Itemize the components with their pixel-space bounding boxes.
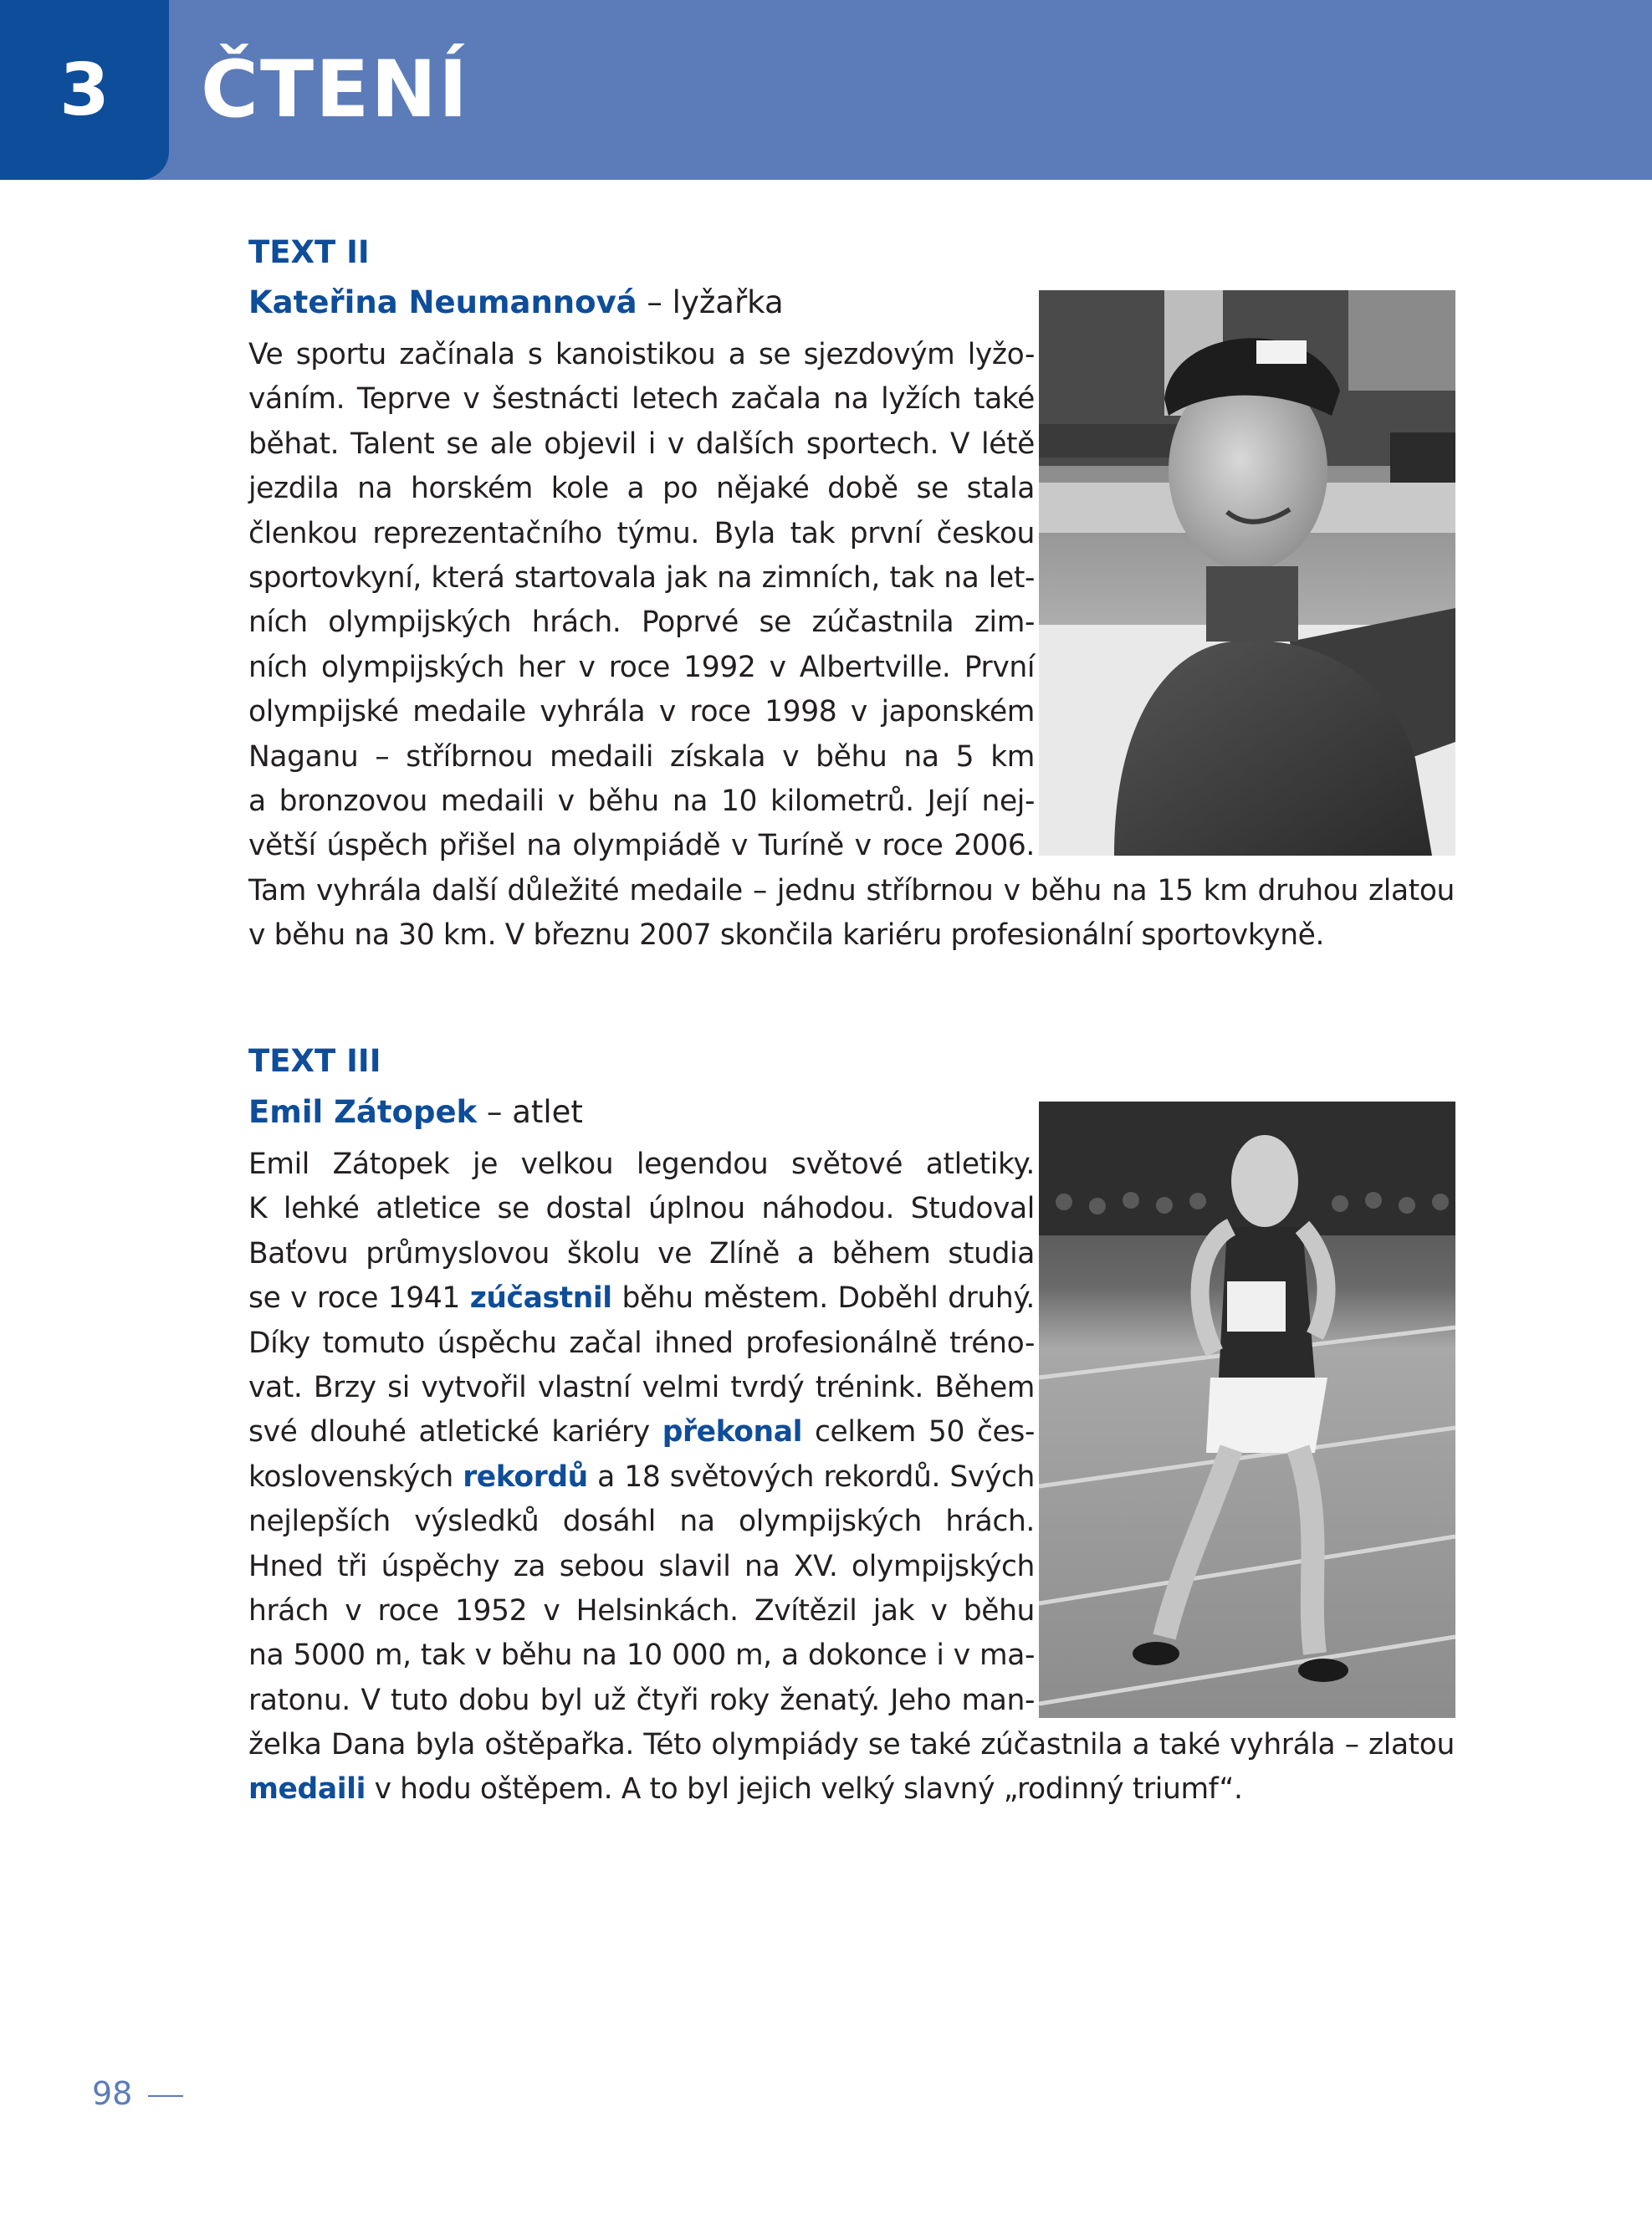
text-line: váním. Teprve v šestnácti letech začala na lyžích také	[248, 382, 1035, 417]
text3-label: TEXT III	[248, 1043, 381, 1079]
text-run: celkem 50 čes-	[802, 1415, 1035, 1449]
text-line: sportovkyní, která startovala jak na zimních, tak na let-	[248, 561, 1035, 596]
text-run: Baťovu průmyslovou školu ve Zlíně a během studia	[248, 1236, 1035, 1270]
text2-paragraph-continued	[248, 869, 1455, 959]
text-line	[248, 1322, 1035, 1366]
text-line	[248, 1767, 1455, 1812]
text-run: Emil Zátopek je velkou legendou světové atletiky.	[248, 1148, 1035, 1181]
text3-name: Emil Zátopek	[248, 1094, 478, 1130]
text-run: a 18 světových rekordů. Svých	[587, 1460, 1035, 1494]
text2-label: TEXT II	[248, 234, 370, 270]
text-run: běhu městem. Doběhl druhý.	[611, 1281, 1035, 1316]
text-line: a bronzovou medaili v běhu na 10 kilometrů. Její nej-	[248, 785, 1035, 819]
text-run: hrách v roce 1952 v Helsinkách. Zvítězil jak v běhu	[248, 1594, 1035, 1628]
text-line	[248, 1410, 1035, 1455]
text3-paragraph	[248, 1143, 1035, 1723]
text2-role: – lyžařka	[637, 284, 784, 320]
text2-heading	[248, 284, 784, 320]
chapter-header	[0, 0, 1652, 180]
text3-role: – atlet	[477, 1094, 583, 1130]
chapter-number: 3	[0, 0, 169, 180]
text-line: ních olympijských hrách. Poprvé se zúčastnila zim-	[248, 606, 1035, 640]
text-line: Naganu – stříbrnou medaili získala v běhu na 5 km	[248, 739, 1035, 774]
text-line: v běhu na 30 km. V březnu 2007 skončila kariéru profesionální sportovkyně.	[248, 918, 1325, 953]
text-run: v hodu oštěpem. A to byl jejich velký slavný „rodinný triumf“.	[366, 1772, 1243, 1807]
text-run: ratonu. V tuto dobu byl už čtyři roky ženatý. Jeho man-	[248, 1683, 1035, 1717]
folio-rule	[148, 2095, 183, 2097]
text-run: želka Dana byla oštěpařka. Této olympiády se také zúčastnila a také vyhrála – zlatou	[248, 1728, 1455, 1761]
text-line	[248, 1500, 1035, 1544]
text-line: olympijské medaile vyhrála v roce 1998 v japonském	[248, 695, 1035, 729]
text-line	[248, 1723, 1455, 1767]
text-line	[248, 1633, 1035, 1678]
text-line	[248, 1545, 1035, 1589]
text-line	[248, 1143, 1035, 1187]
text-line: Tam vyhrála další důležité medaile – jednu stříbrnou v běhu na 15 km druhou zlatou	[248, 874, 1455, 907]
text-line: jezdila na horském kole a po nějaké době se stala	[248, 472, 1035, 506]
text-line: ních olympijských her v roce 1992 v Albertville. První	[248, 650, 1035, 684]
text-line	[248, 1187, 1035, 1231]
text-run: K lehké atletice se dostal úplnou náhodou. Studoval	[248, 1192, 1035, 1226]
text-line	[248, 1232, 1035, 1276]
text-run: vat. Brzy si vytvořil vlastní velmi tvrdý trénink. Během	[248, 1371, 1035, 1405]
text2-paragraph	[248, 333, 1035, 869]
text-run: se v roce 1941	[248, 1281, 470, 1316]
text-line: členkou reprezentačního týmu. Byla tak první českou	[248, 516, 1035, 550]
text-line	[248, 1679, 1035, 1723]
text-line: Ve sportu začínala s kanoistikou a se sjezdovým lyžo-	[248, 338, 1035, 371]
text-run: Hned tři úspěchy za sebou slavil na XV. olympijských	[248, 1549, 1035, 1583]
text-line	[248, 1276, 1035, 1321]
text-run: své dlouhé atletické kariéry	[248, 1415, 662, 1449]
text3-heading	[248, 1094, 583, 1130]
skier-photo	[1039, 290, 1455, 856]
highlighted-word: rekordů	[463, 1460, 588, 1494]
text-run: nejlepších výsledků dosáhl na olympijských hrách.	[248, 1505, 1035, 1539]
runner-photo	[1039, 1102, 1455, 1718]
chapter-title: ČTENÍ	[201, 44, 469, 135]
text-line: větší úspěch přišel na olympiádě v Turíně v roce 2006.	[248, 829, 1035, 863]
highlighted-word: medaili	[248, 1772, 366, 1807]
text-run: na 5000 m, tak v běhu na 10 000 m, a dokonce i v ma-	[248, 1639, 1035, 1673]
text-line	[248, 1589, 1035, 1633]
page-number: 98	[92, 2075, 133, 2112]
text-line: běhat. Talent se ale objevil i v dalších sportech. V létě	[248, 427, 1035, 461]
highlighted-word: zúčastnil	[469, 1281, 612, 1316]
text-run: Díky tomuto úspěchu začal ihned profesionálně tréno-	[248, 1326, 1035, 1360]
text2-name: Kateřina Neumannová	[248, 284, 637, 320]
text-line	[248, 1366, 1035, 1410]
highlighted-word: překonal	[662, 1415, 802, 1449]
text3-paragraph-continued	[248, 1723, 1455, 1812]
text-run: koslovenských	[248, 1460, 463, 1494]
text-line	[248, 1455, 1035, 1500]
